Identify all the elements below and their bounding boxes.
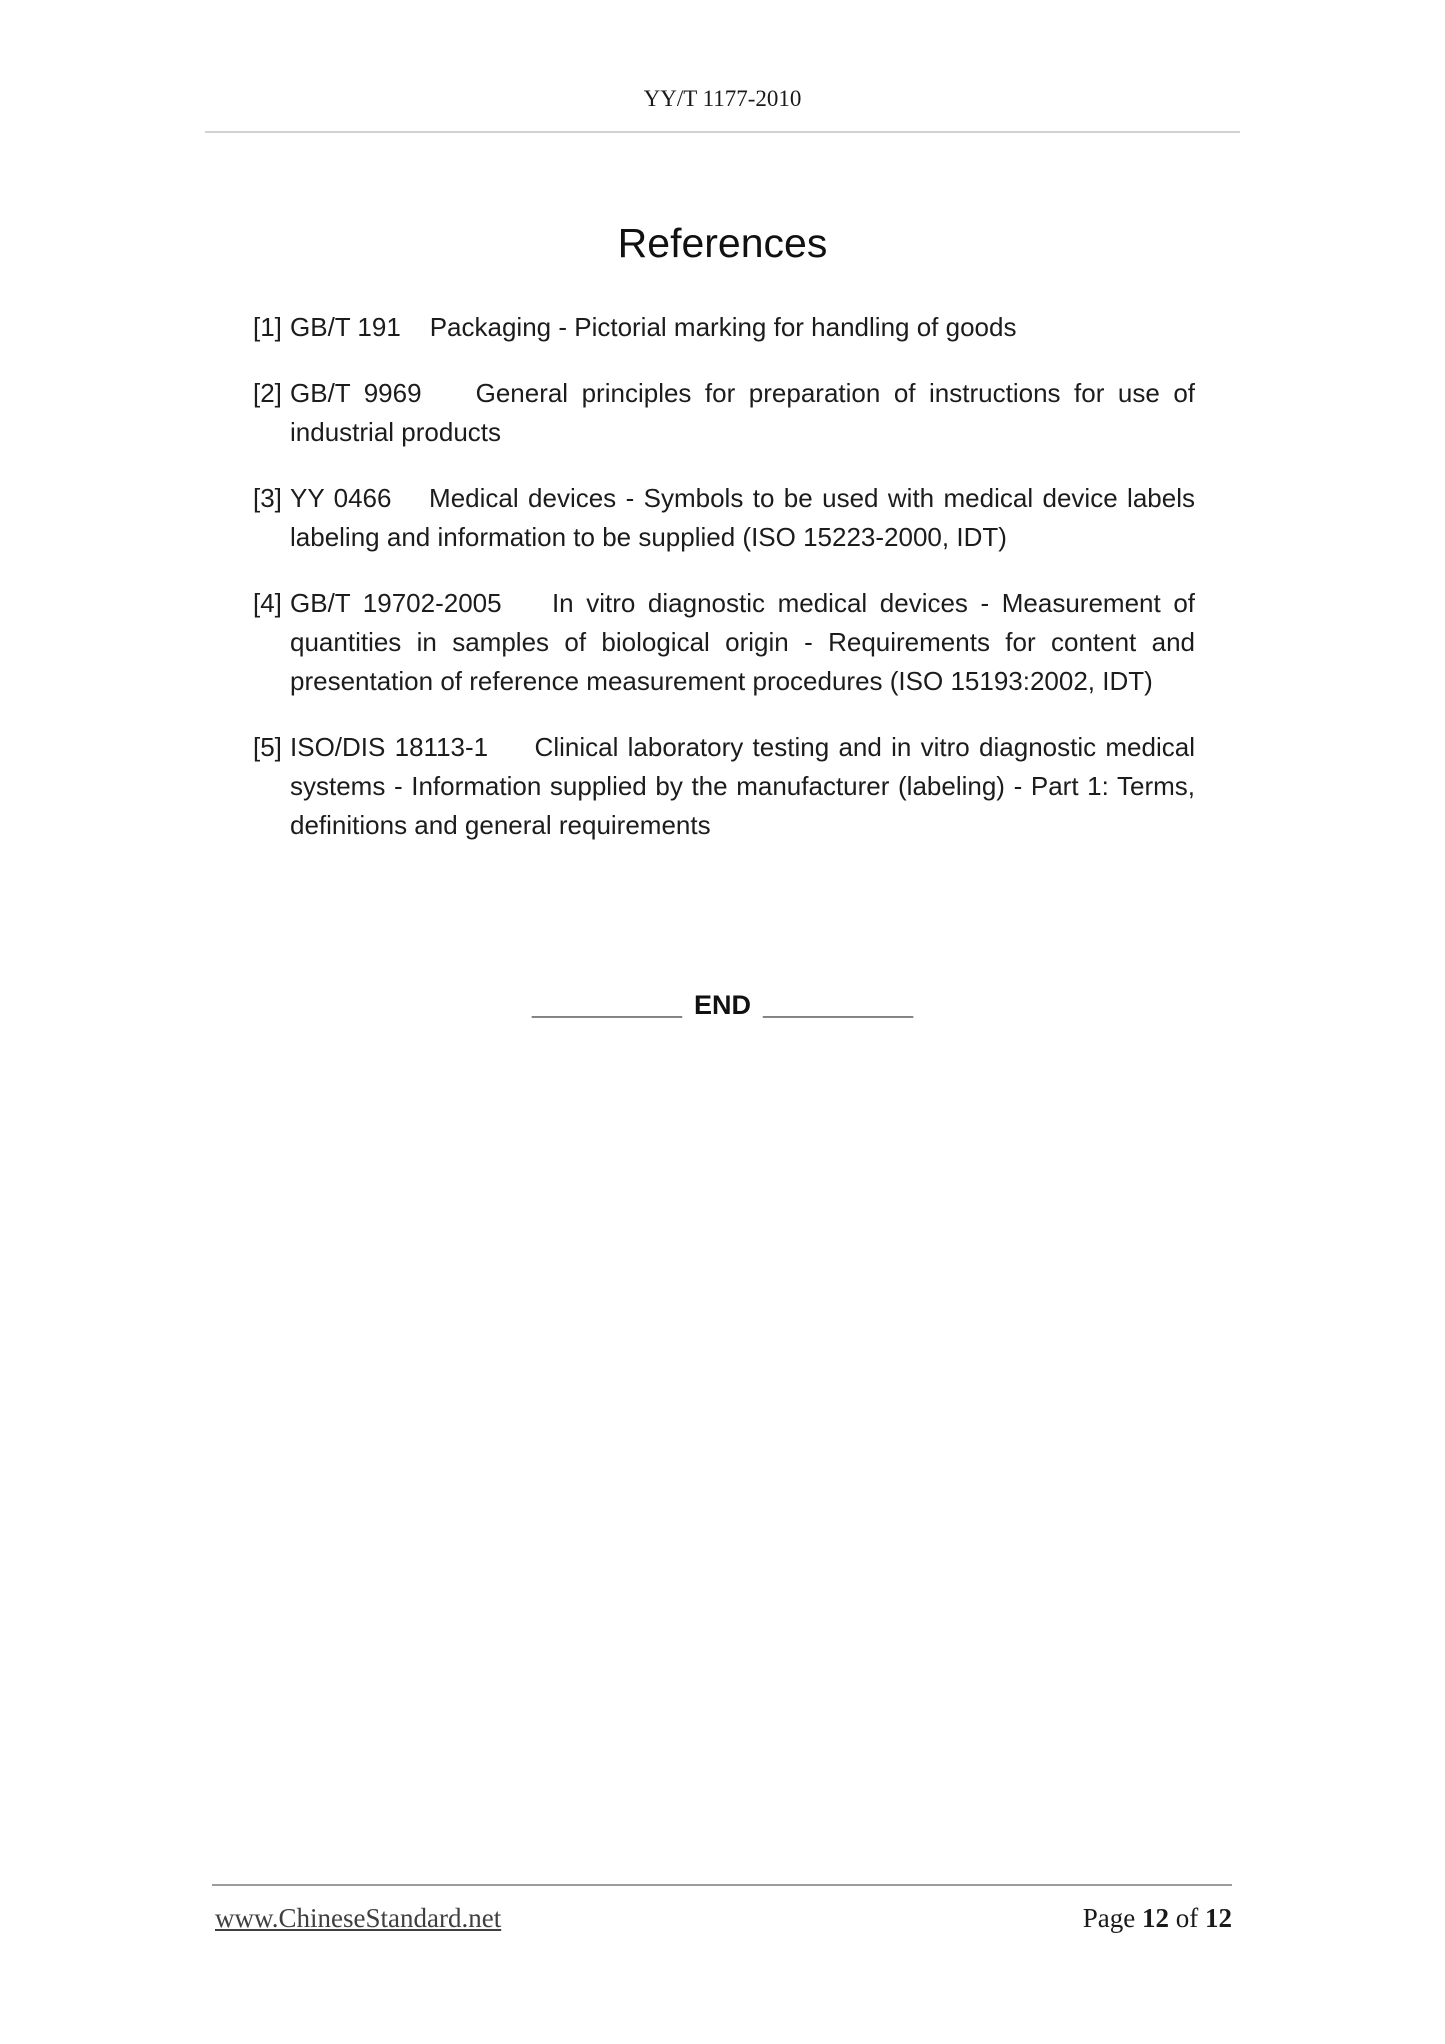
website-link[interactable]: www.ChineseStandard.net [215,1903,502,1933]
reference-line: ISO/DIS 18113-1 Clinical laboratory testing and in vitro diagnostic medical [290,732,1195,762]
reference-line: industrial products [290,417,501,447]
reference-marker: [4] [253,588,282,618]
page-number: 12 [1142,1903,1169,1933]
footer-rule [212,1884,1232,1886]
reference-line: GB/T 9969 General principles for preparation of instructions for use of [290,378,1195,408]
reference-line: labeling and information to be supplied (ISO 15223-2000, IDT) [290,522,1007,552]
reference-list [253,308,1195,872]
reference-line: YY 0466 Medical devices - Symbols to be used with medical device labels [290,483,1195,513]
end-left-rule: __________ [531,990,682,1020]
reference-line: quantities in samples of biological origin - Requirements for content and [290,627,1195,657]
end-label: END [693,990,751,1020]
page-label: Page [1082,1903,1136,1933]
reference-line: definitions and general requirements [290,810,711,840]
page-indicator [1083,1903,1232,1934]
header-rule [205,131,1240,133]
reference-line: presentation of reference measurement procedures (ISO 15193:2002, IDT) [290,666,1153,696]
footer [215,1903,1232,1934]
page-total: 12 [1205,1903,1232,1933]
reference-line: GB/T 19702-2005 In vitro diagnostic medical devices - Measurement of [290,588,1195,618]
reference-line: GB/T 191 Packaging - Pictorial marking for handling of goods [290,312,1017,342]
reference-marker: [3] [253,483,282,513]
reference-item-5 [253,728,1195,845]
reference-item-2 [253,374,1195,452]
reference-item-3 [253,479,1195,557]
reference-marker: [1] [253,312,282,342]
of-label: of [1175,1903,1199,1933]
header-doc-number: YY/T 1177-2010 [643,86,802,111]
reference-line: systems - Information supplied by the manufacturer (labeling) - Part 1: Terms, [290,771,1195,801]
reference-marker: [5] [253,732,282,762]
reference-item-1 [253,308,1195,347]
reference-item-4 [253,584,1195,701]
end-right-rule: __________ [763,990,914,1020]
end-marker [0,990,1445,1021]
page-title: References [617,220,828,266]
reference-marker: [2] [253,378,282,408]
